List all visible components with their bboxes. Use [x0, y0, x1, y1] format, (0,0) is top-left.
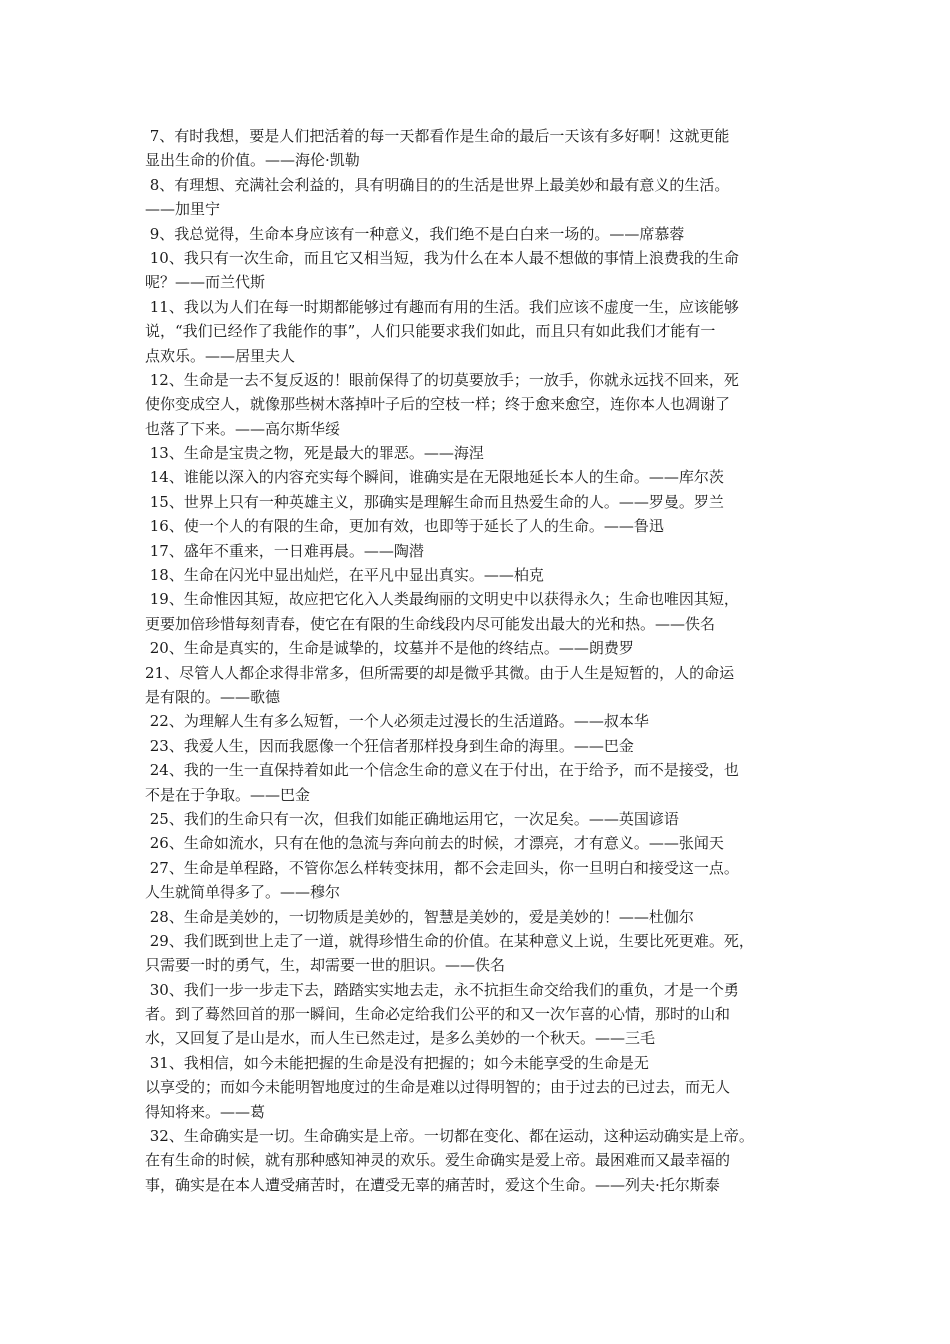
text-line: 21、尽管人人都企求得非常多，但所需要的却是微乎其微。由于人生是短暂的，人的命运: [145, 663, 735, 682]
text-line: 15、世界上只有一种英雄主义，那确实是理解生命而且热爱生命的人。——罗曼。罗兰: [145, 492, 724, 511]
text-line: 使你变成空人，就像那些树木落掉叶子后的空枝一样；终于愈来愈空，连你本人也凋谢了: [145, 395, 731, 414]
text-line: 者。到了蓦然回首的那一瞬间，生命必定给我们公平的和又一次乍喜的心情，那时的山和: [145, 1005, 731, 1024]
text-line: 30、我们一步一步走下去，踏踏实实地去走，永不抗拒生命交给我们的重负，才是一个勇: [145, 980, 739, 999]
text-line: 26、生命如流水，只有在他的急流与奔向前去的时候，才漂亮，才有意义。——张闻天: [145, 834, 724, 853]
text-line: 11、我以为人们在每一时期都能够过有趣而有用的生活。我们应该不虚度一生，应该能够: [145, 297, 739, 316]
text-line: 事，确实是在本人遭受痛苦时，在遭受无辜的痛苦时，爱这个生命。——列夫·托尔斯泰: [145, 1175, 720, 1194]
text-line: 8、有理想、充满社会利益的，具有明确目的的生活是世界上最美妙和最有意义的生活。: [145, 175, 730, 194]
text-line: 17、盛年不重来，一日难再晨。——陶潜: [145, 541, 424, 560]
text-line: 10、我只有一次生命，而且它又相当短，我为什么在本人最不想做的事情上浪费我的生命: [145, 248, 739, 267]
text-line: 呢？——而兰代斯: [145, 273, 266, 292]
text-line: 说，“我们已经作了我能作的事”，人们只能要求我们如此，而且只有如此我们才能有一: [145, 322, 716, 341]
document-body: [145, 124, 825, 1197]
text-line: 7、有时我想，要是人们把活着的每一天都看作是生命的最后一天该有多好啊！这就更能: [145, 127, 730, 145]
text-line: 显出生命的价值。——海伦·凯勒: [145, 151, 360, 170]
text-line: 23、我爱人生，因而我愿像一个狂信者那样投身到生命的海里。——巴金: [145, 736, 634, 755]
text-line: 水，又回复了是山是水，而人生已然走过，是多么美妙的一个秋天。——三毛: [145, 1029, 656, 1048]
text-line: 27、生命是单程路，不管你怎么样转变抹用，都不会走回头，你一旦明白和接受这一点。: [145, 858, 739, 877]
text-line: 在有生命的时候，就有那种感知神灵的欢乐。爱生命确实是爱上帝。最困难而又最幸福的: [145, 1151, 731, 1170]
text-line: 不是在于争取。——巴金: [145, 785, 311, 804]
text-line: 20、生命是真实的，生命是诚挚的，坟墓并不是他的终结点。——朗费罗: [145, 639, 634, 658]
text-line: 也落了下来。——高尔斯华绥: [145, 419, 341, 438]
text-line: 只需要一时的勇气，生，却需要一世的胆识。——佚名: [145, 956, 506, 975]
text-line: 9、我总觉得，生命本身应该有一种意义，我们绝不是白白来一场的。——席慕蓉: [145, 224, 685, 243]
text-line: 点欢乐。——居里夫人: [145, 346, 296, 365]
text-line: 31、我相信，如今未能把握的生命是没有把握的；如今未能享受的生命是无: [145, 1053, 649, 1072]
text-line: 以享受的；而如今未能明智地度过的生命是难以过得明智的；由于过去的已过去，而无人: [145, 1078, 731, 1097]
text-line: 13、生命是宝贵之物，死是最大的罪恶。——海涅: [145, 444, 484, 463]
text-line: 是有限的。——歌德: [145, 687, 281, 706]
text-line: 14、谁能以深入的内容充实每个瞬间，谁确实是在无限地延长本人的生命。——库尔茨: [145, 468, 724, 487]
text-line: 32、生命确实是一切。生命确实是上帝。一切都在变化、都在运动，这种运动确实是上帝。: [145, 1127, 754, 1146]
text-line: 25、我们的生命只有一次，但我们如能正确地运用它，一次足矣。——英国谚语: [145, 809, 679, 828]
text-line: 更要加倍珍惜每刻青春，使它在有限的生命线段内尽可能发出最大的光和热。——佚名: [145, 614, 716, 633]
text-line: 16、使一个人的有限的生命，更加有效，也即等于延长了人的生命。——鲁迅: [145, 517, 664, 536]
text-line: 29、我们既到世上走了一道，就得珍惜生命的价值。在某种意义上说，生要比死更难。死，: [145, 931, 754, 950]
text-line: 28、生命是美妙的，一切物质是美妙的，智慧是美妙的，爱是美妙的！——杜伽尔: [145, 907, 694, 926]
text-line: 19、生命惟因其短，故应把它化入人类最绚丽的文明史中以获得永久；生命也唯因其短，: [145, 590, 739, 609]
text-line: 22、为理解人生有多么短暂，一个人必须走过漫长的生活道路。——叔本华: [145, 712, 649, 731]
text-line: 18、生命在闪光中显出灿烂，在平凡中显出真实。——柏克: [145, 566, 544, 585]
text-line: ——加里宁: [145, 200, 221, 219]
text-line: 12、生命是一去不复反返的！眼前保得了的切莫要放手；一放手，你就永远找不回来，死: [145, 370, 739, 389]
text-line: 得知将来。——葛: [145, 1102, 266, 1121]
text-line: 24、我的一生一直保持着如此一个信念生命的意义在于付出，在于给予，而不是接受，也: [145, 761, 739, 780]
text-line: 人生就简单得多了。——穆尔: [145, 883, 341, 902]
